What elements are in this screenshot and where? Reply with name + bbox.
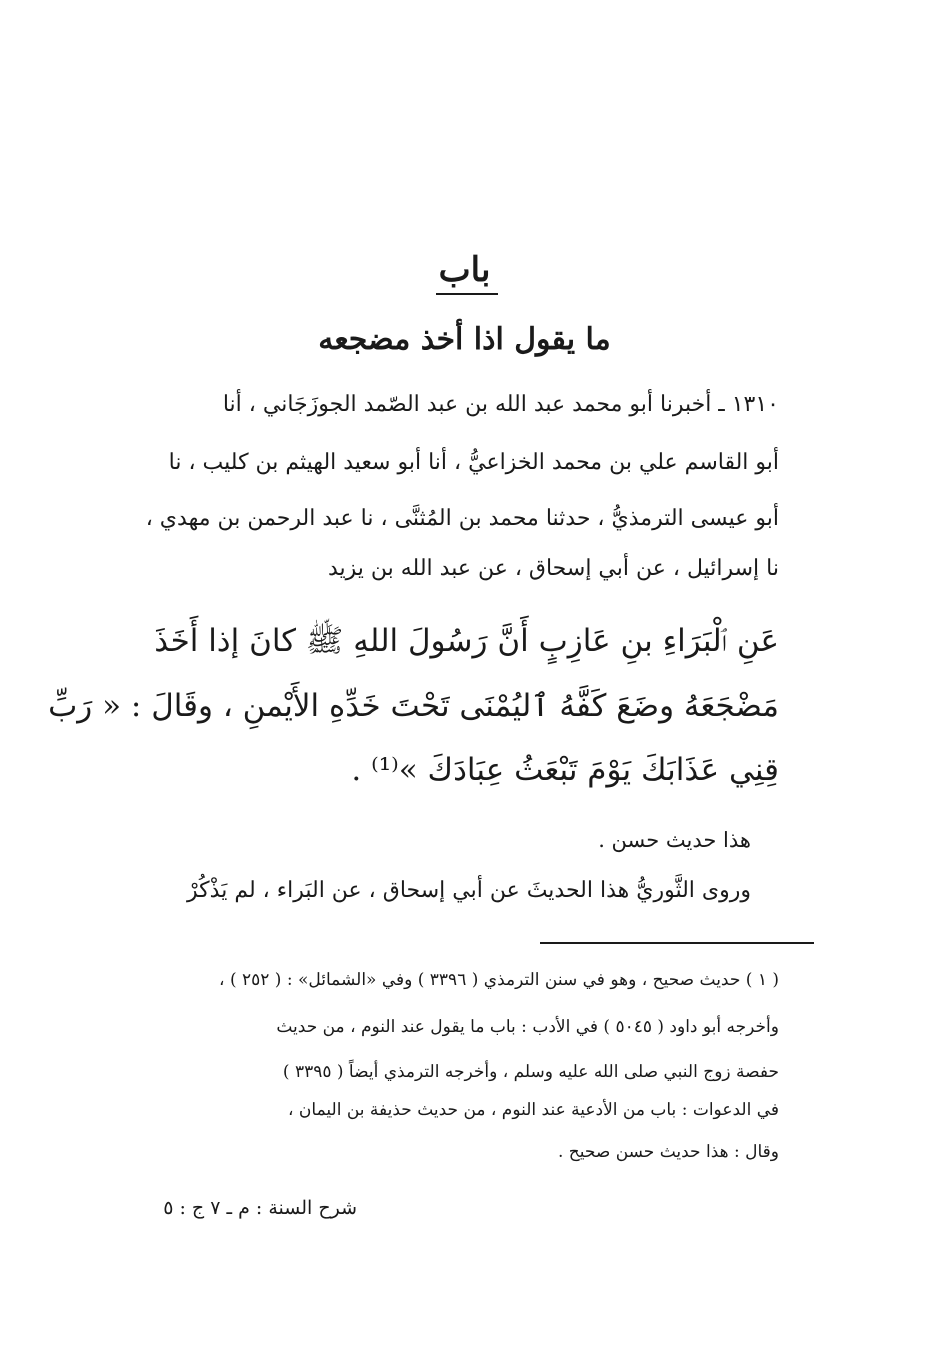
footnote-line: ( ١ ) حديث صحيح ، وهو في سنن الترمذي ( ٣٣٩٦ ) وفي «الشمائل» : ( ٢٥٢ ) ، bbox=[219, 970, 779, 990]
footnote-separator bbox=[540, 942, 814, 944]
footnote-line: وقال : هذا حديث حسن صحيح . bbox=[557, 1142, 779, 1162]
matn-line: عَنِ ٱلْبَرَاءِ بنِ عَازِبٍ أَنَّ رَسُولَ اللهِ ﷺ كانَ إذا أَخَذَ bbox=[154, 623, 779, 659]
chapter-title-underline bbox=[436, 293, 498, 295]
page-signature: شرح السنة : م ـ ٧ ج : ٥ bbox=[163, 1197, 357, 1219]
footnote-line: في الدعوات : باب من الأدعية عند النوم ، من حديث حذيفة بن اليمان ، bbox=[288, 1100, 779, 1120]
chapter-title: باب bbox=[438, 250, 491, 290]
hadith-note: وروى الثَّوريُّ هذا الحديثَ عن أبي إسحاق ، عن البَراء ، لم يَذْكُرْ bbox=[187, 878, 751, 903]
hadith-grade: هذا حديث حسن . bbox=[598, 828, 751, 852]
footnote-line: حفصة زوج النبي صلى الله عليه وسلم ، وأخرجه الترمذي أيضاً ( ٣٣٩٥ ) bbox=[282, 1062, 779, 1082]
isnad-line: أبو عيسى الترمذيُّ ، حدثنا محمد بن المُثنَّى ، نا عبد الرحمن بن مهدي ، bbox=[145, 506, 779, 531]
isnad-line: ١٣١٠ ـ أخبرنا أبو محمد عبد الله بن عبد الصّمد الجوزَجَاني ، أنا bbox=[222, 392, 779, 417]
footnote-line: وأخرجه أبو داود ( ٥٠٤٥ ) في الأدب : باب ما يقول عند النوم ، من حديث bbox=[276, 1017, 779, 1037]
isnad-line: أبو القاسم علي بن محمد الخزاعيُّ ، أنا أبو سعيد الهيثم بن كليب ، نا bbox=[168, 450, 779, 475]
matn-line: قِنِي عَذَابَكَ يَوْمَ تَبْعَثُ عِبَادَكَ »⁽¹⁾ . bbox=[351, 752, 779, 788]
matn-line: مَضْجَعَهُ وضَعَ كَفَّهُ ٱليُمْنَى تَحْتَ خَدِّهِ الأَيْمنِ ، وقَالَ : « رَبِّ bbox=[48, 688, 779, 724]
chapter-subtitle: ما يقول اذا أخذ مضجعه bbox=[318, 322, 611, 357]
isnad-line: نا إسرائيل ، عن أبي إسحاق ، عن عبد الله بن يزيد bbox=[327, 556, 779, 581]
